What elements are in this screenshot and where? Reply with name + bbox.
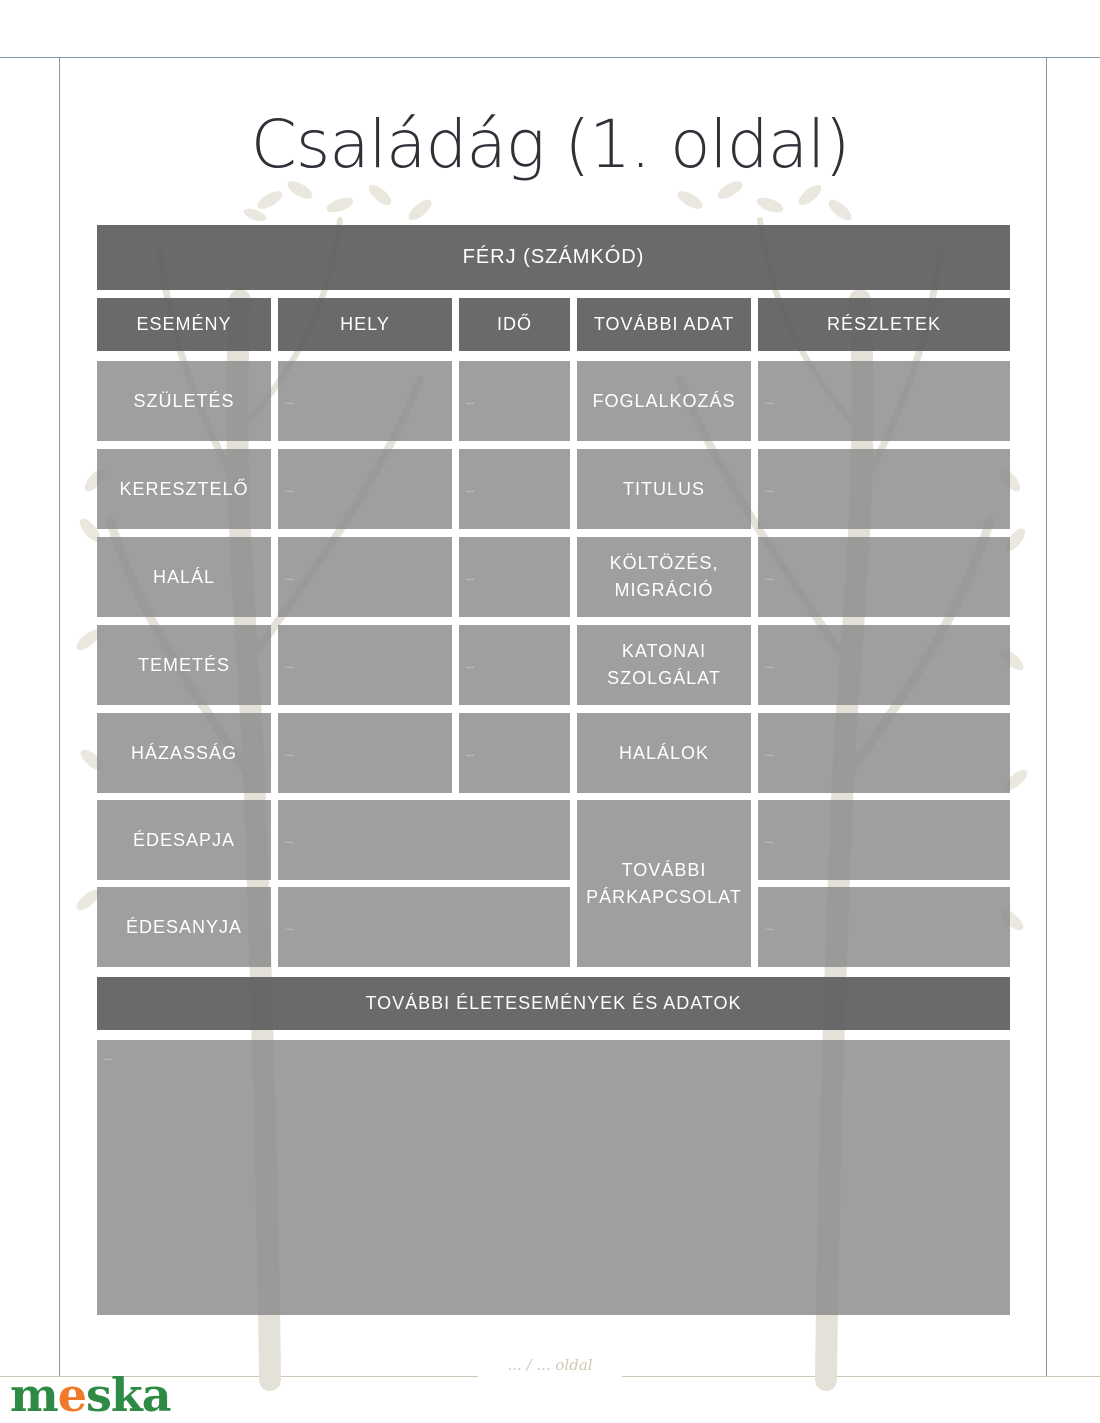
place-field[interactable]: ... xyxy=(278,713,452,793)
extra-label-title: TITULUS xyxy=(577,449,751,529)
extra-label-occupation: FOGLALKOZÁS xyxy=(577,361,751,441)
father-field[interactable]: ... xyxy=(278,800,570,880)
logo-part-1: m xyxy=(10,1368,58,1422)
logo-part-3: ska xyxy=(85,1368,171,1422)
column-header-event: ESEMÉNY xyxy=(97,298,271,351)
column-header-additional-data: TOVÁBBI ADAT xyxy=(577,298,751,351)
page-title: Családág (1. oldal) xyxy=(250,106,850,183)
details-field[interactable]: ... xyxy=(758,625,1010,705)
details-field[interactable]: ... xyxy=(758,361,1010,441)
details-field[interactable]: ... xyxy=(758,449,1010,529)
time-field[interactable]: ... xyxy=(459,449,570,529)
event-label-death: HALÁL xyxy=(97,537,271,617)
time-field[interactable]: ... xyxy=(459,537,570,617)
place-field[interactable]: ... xyxy=(278,537,452,617)
page-number-footer: ... / ... oldal xyxy=(507,1356,593,1374)
extra-label-migration: KÖLTÖZÉS, MIGRÁCIÓ xyxy=(577,537,751,617)
relationship-field-1[interactable]: ... xyxy=(758,800,1010,880)
event-label-burial: TEMETÉS xyxy=(97,625,271,705)
place-field[interactable]: ... xyxy=(278,361,452,441)
column-header-time: IDŐ xyxy=(459,298,570,351)
extra-label-military-service: KATONAI SZOLGÁLAT xyxy=(577,625,751,705)
column-header-details: RÉSZLETEK xyxy=(758,298,1010,351)
time-field[interactable]: ... xyxy=(459,625,570,705)
label-other-relationship: TOVÁBBI PÁRKAPCSOLAT xyxy=(577,800,751,967)
extra-label-deaths: HALÁLOK xyxy=(577,713,751,793)
label-father: ÉDESAPJA xyxy=(97,800,271,880)
details-field[interactable]: ... xyxy=(758,713,1010,793)
place-field[interactable]: ... xyxy=(278,625,452,705)
time-field[interactable]: ... xyxy=(459,713,570,793)
column-header-place: HELY xyxy=(278,298,452,351)
place-field[interactable]: ... xyxy=(278,449,452,529)
label-mother: ÉDESANYJA xyxy=(97,887,271,967)
event-label-birth: SZÜLETÉS xyxy=(97,361,271,441)
event-label-baptism: KERESZTELŐ xyxy=(97,449,271,529)
relationship-field-2[interactable]: ... xyxy=(758,887,1010,967)
notes-field[interactable]: ... xyxy=(97,1040,1010,1315)
husband-section-header: FÉRJ (SZÁMKÓD) xyxy=(97,225,1010,290)
notes-section-header: TOVÁBBI ÉLETESEMÉNYEK ÉS ADATOK xyxy=(97,977,1010,1030)
details-field[interactable]: ... xyxy=(758,537,1010,617)
mother-field[interactable]: ... xyxy=(278,887,570,967)
time-field[interactable]: ... xyxy=(459,361,570,441)
event-label-marriage: HÁZASSÁG xyxy=(97,713,271,793)
meska-logo[interactable] xyxy=(10,1368,171,1422)
logo-part-2: e xyxy=(57,1368,86,1422)
